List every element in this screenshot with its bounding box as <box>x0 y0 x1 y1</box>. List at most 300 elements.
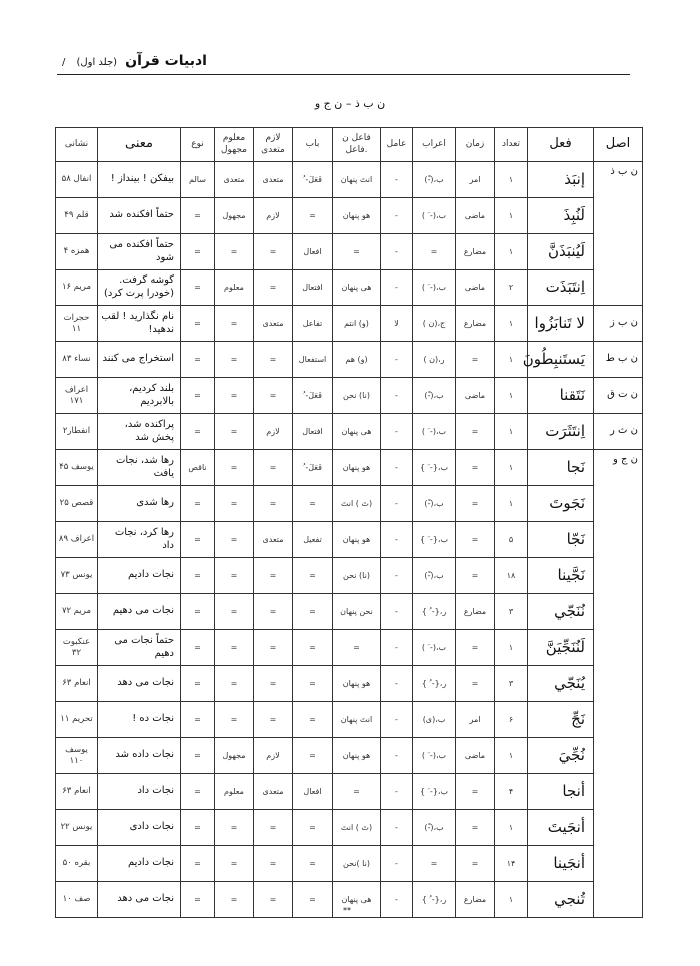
cell-amel: - <box>381 846 413 882</box>
cell-lazem: متعدی <box>254 306 293 342</box>
cell-malum: = <box>215 522 254 558</box>
cell-fel: اِنتَثَرَت <box>528 414 594 450</box>
cell-fael: (و) انتم <box>333 306 381 342</box>
cell-bab: افتعال <box>293 270 333 306</box>
cell-erab: ب،(- َ ) <box>413 198 456 234</box>
cell-mani: حتماً نجات می دهیم <box>98 630 181 666</box>
cell-bab: = <box>293 738 333 774</box>
cell-erab: ب،{- َ } <box>413 522 456 558</box>
cell-fel: اِنتَبَذَت <box>528 270 594 306</box>
cell-tedad: ۴ <box>495 774 528 810</box>
col-header-fael: فاعل ن .فاعل <box>333 128 381 162</box>
table-row <box>56 234 643 270</box>
table-row <box>56 378 643 414</box>
cell-fel: نَجا <box>528 450 594 486</box>
cell-malum: = <box>215 630 254 666</box>
footnote: ** <box>343 906 351 915</box>
cell-erab: ب،(-ْ) <box>413 810 456 846</box>
cell-lazem: = <box>254 846 293 882</box>
cell-fel: لَيُنبَذَنَّ <box>528 234 594 270</box>
cell-zaman: = <box>456 342 495 378</box>
cell-malum: معلوم <box>215 774 254 810</box>
cell-amel: - <box>381 630 413 666</box>
cell-bab: فَعَلَ- ُ <box>293 450 333 486</box>
table-row <box>56 810 643 846</box>
cell-zaman: مضارع <box>456 234 495 270</box>
table-row <box>56 558 643 594</box>
cell-neshani: نساء ۸۳ <box>56 342 98 378</box>
cell-asl: ن ث ر <box>594 414 643 450</box>
cell-erab: ب،(-ْ) <box>413 378 456 414</box>
cell-erab: ر،{- ُ } <box>413 666 456 702</box>
cell-malum: = <box>215 882 254 918</box>
volume-label: (جلد اول) <box>76 57 118 68</box>
cell-fel: أنجا <box>528 774 594 810</box>
cell-fael: هو پنهان <box>333 522 381 558</box>
cell-fel: نَجَوتَ <box>528 486 594 522</box>
cell-tedad: ۱ <box>495 738 528 774</box>
cell-fel: يَستَنبِطُونَ <box>528 342 594 378</box>
cell-fael: (تَ ) انتَ <box>333 486 381 522</box>
cell-now: = <box>181 234 215 270</box>
cell-tedad: ۱۸ <box>495 558 528 594</box>
cell-tedad: ۶ <box>495 702 528 738</box>
cell-erab: ب،(-ْ) <box>413 558 456 594</box>
cell-neshani: حجرات ۱۱ <box>56 306 98 342</box>
cell-amel: - <box>381 594 413 630</box>
cell-fael: هی پنهان <box>333 414 381 450</box>
cell-malum: = <box>215 414 254 450</box>
cell-neshani: بقره ۵۰ <box>56 846 98 882</box>
cell-mani: نام نگذارید ! لقب ندهید! <box>98 306 181 342</box>
cell-amel: - <box>381 234 413 270</box>
table-row <box>56 774 643 810</box>
cell-amel: - <box>381 666 413 702</box>
col-header-fel: فعل <box>528 128 594 162</box>
cell-tedad: ۱ <box>495 162 528 198</box>
cell-fel: لَنُبِذَ <box>528 198 594 234</box>
cell-zaman: = <box>456 666 495 702</box>
cell-neshani: مریم ۱۶ <box>56 270 98 306</box>
cell-fel: إنبَذ <box>528 162 594 198</box>
cell-now: = <box>181 666 215 702</box>
cell-malum: = <box>215 810 254 846</box>
cell-tedad: ۱۴ <box>495 846 528 882</box>
cell-amel: - <box>381 450 413 486</box>
cell-neshani: یونس ۲۲ <box>56 810 98 846</box>
cell-malum: = <box>215 594 254 630</box>
cell-now: ناقص <box>181 450 215 486</box>
cell-mani: پراکنده شد، پخش شد <box>98 414 181 450</box>
cell-mani: حتماً افکنده می شود <box>98 234 181 270</box>
cell-asl: ن ب ط <box>594 342 643 378</box>
cell-neshani: یوسف ۱۱۰ <box>56 738 98 774</box>
cell-amel: - <box>381 378 413 414</box>
cell-zaman: = <box>456 810 495 846</box>
cell-lazem: لازم <box>254 414 293 450</box>
cell-tedad: ۳ <box>495 666 528 702</box>
cell-fel: تُنجي <box>528 882 594 918</box>
cell-fel: أنجَيتَ <box>528 810 594 846</box>
cell-fael: هو پنهان <box>333 738 381 774</box>
col-header-bab: باب <box>293 128 333 162</box>
cell-mani: بلند کردیم، بالابردیم <box>98 378 181 414</box>
cell-tedad: ۱ <box>495 810 528 846</box>
cell-lazem: = <box>254 342 293 378</box>
table-row <box>56 666 643 702</box>
cell-fel: نَجَّينا <box>528 558 594 594</box>
cell-fael: هی پنهان <box>333 882 381 918</box>
cell-now: = <box>181 522 215 558</box>
cell-now: = <box>181 594 215 630</box>
cell-lazem: متعدی <box>254 162 293 198</box>
cell-now: = <box>181 810 215 846</box>
cell-neshani: مریم ۷۲ <box>56 594 98 630</box>
cell-bab: فَعَلَ- ُ <box>293 378 333 414</box>
col-header-erab: اعراب <box>413 128 456 162</box>
col-header-zaman: زمان <box>456 128 495 162</box>
table-row <box>56 630 643 666</box>
cell-now: = <box>181 414 215 450</box>
cell-fel: لا تَنابَزُوا <box>528 306 594 342</box>
cell-fael: = <box>333 234 381 270</box>
cell-fel: نُجِّيَ <box>528 738 594 774</box>
cell-amel: - <box>381 810 413 846</box>
table-row <box>56 738 643 774</box>
cell-neshani: اعراف ۸۹ <box>56 522 98 558</box>
cell-neshani: یوسف ۴۵ <box>56 450 98 486</box>
cell-lazem: لازم <box>254 738 293 774</box>
cell-bab: افتعال <box>293 414 333 450</box>
cell-malum: = <box>215 450 254 486</box>
cell-now: = <box>181 378 215 414</box>
cell-amel: - <box>381 522 413 558</box>
cell-erab: ب،(-ْ) <box>413 162 456 198</box>
cell-now: = <box>181 738 215 774</box>
cell-amel: - <box>381 342 413 378</box>
cell-mani: نجات دادی <box>98 810 181 846</box>
cell-erab: ب،(- َ ) <box>413 414 456 450</box>
cell-neshani: قصص ۲۵ <box>56 486 98 522</box>
cell-bab: = <box>293 846 333 882</box>
cell-malum: = <box>215 558 254 594</box>
cell-bab: = <box>293 630 333 666</box>
cell-bab: تفاعل <box>293 306 333 342</box>
cell-now: = <box>181 702 215 738</box>
cell-zaman: مضارع <box>456 594 495 630</box>
cell-zaman: ماضی <box>456 198 495 234</box>
cell-fael: (نا )نحن <box>333 846 381 882</box>
cell-neshani: انفال ۵۸ <box>56 162 98 198</box>
col-header-lazem: لازم متعدی <box>254 128 293 162</box>
cell-lazem: = <box>254 450 293 486</box>
cell-fael: هو پنهان <box>333 450 381 486</box>
cell-now: = <box>181 486 215 522</box>
cell-fel: نَتَقنا <box>528 378 594 414</box>
cell-bab: = <box>293 486 333 522</box>
table-row <box>56 702 643 738</box>
cell-amel: - <box>381 486 413 522</box>
cell-fael: (نا) نحن <box>333 378 381 414</box>
cell-zaman: ماضی <box>456 270 495 306</box>
cell-amel: - <box>381 270 413 306</box>
cell-tedad: ۱ <box>495 378 528 414</box>
cell-tedad: ۱ <box>495 198 528 234</box>
cell-mani: نجات می دهد <box>98 666 181 702</box>
cell-neshani: همزه ۴ <box>56 234 98 270</box>
cell-neshani: تحریم ۱۱ <box>56 702 98 738</box>
cell-tedad: ۱ <box>495 882 528 918</box>
cell-tedad: ۱ <box>495 486 528 522</box>
cell-mani: حتماً افکنده شد <box>98 198 181 234</box>
cell-lazem: = <box>254 702 293 738</box>
table-row <box>56 162 643 198</box>
cell-bab: = <box>293 702 333 738</box>
cell-mani: نجات می دهیم <box>98 594 181 630</box>
cell-bab: تفعیل <box>293 522 333 558</box>
cell-amel: - <box>381 198 413 234</box>
cell-neshani: اعراف ۱۷۱ <box>56 378 98 414</box>
cell-lazem: لازم <box>254 198 293 234</box>
cell-fael: انتَ پنهان <box>333 702 381 738</box>
cell-now: = <box>181 198 215 234</box>
cell-zaman: امر <box>456 702 495 738</box>
cell-malum: متعدی <box>215 162 254 198</box>
cell-bab: افعال <box>293 774 333 810</box>
cell-malum: معلوم <box>215 270 254 306</box>
cell-now: = <box>181 306 215 342</box>
cell-now: = <box>181 270 215 306</box>
cell-zaman: = <box>456 630 495 666</box>
cell-asl: ن ب ذ <box>594 162 643 306</box>
cell-now: = <box>181 630 215 666</box>
cell-lazem: = <box>254 378 293 414</box>
cell-lazem: = <box>254 270 293 306</box>
cell-amel: - <box>381 738 413 774</box>
cell-fel: يُنَجّي <box>528 666 594 702</box>
cell-zaman: مضارع <box>456 306 495 342</box>
cell-asl: ن ج و <box>594 450 643 918</box>
cell-amel: - <box>381 558 413 594</box>
section-title: ن ب ذ – ن ج و <box>314 97 386 110</box>
cell-malum: = <box>215 702 254 738</box>
cell-bab: = <box>293 666 333 702</box>
col-header-now: نوع <box>181 128 215 162</box>
cell-zaman: = <box>456 846 495 882</box>
verb-table <box>55 127 643 918</box>
cell-bab: = <box>293 558 333 594</box>
cell-fael: (و) هم <box>333 342 381 378</box>
cell-malum: = <box>215 234 254 270</box>
cell-fael: = <box>333 630 381 666</box>
cell-mani: نجات ده ! <box>98 702 181 738</box>
col-header-amel: عامل <box>381 128 413 162</box>
col-header-tedad: تعداد <box>495 128 528 162</box>
cell-erab: = <box>413 846 456 882</box>
cell-erab: = <box>413 234 456 270</box>
cell-fael: = <box>333 774 381 810</box>
cell-bab: استفعال <box>293 342 333 378</box>
cell-now: = <box>181 846 215 882</box>
cell-tedad: ۱ <box>495 414 528 450</box>
cell-zaman: = <box>456 774 495 810</box>
cell-tedad: ۱ <box>495 630 528 666</box>
cell-asl: ن ت ق <box>594 378 643 414</box>
cell-lazem: = <box>254 630 293 666</box>
cell-bab: = <box>293 810 333 846</box>
cell-tedad: ۱ <box>495 234 528 270</box>
table-row <box>56 342 643 378</box>
cell-neshani: انعام ۶۳ <box>56 774 98 810</box>
cell-erab: ب،(- َ ) <box>413 270 456 306</box>
cell-zaman: = <box>456 450 495 486</box>
cell-tedad: ۱ <box>495 342 528 378</box>
cell-lazem: متعدی <box>254 522 293 558</box>
cell-fel: أنجَينا <box>528 846 594 882</box>
cell-amel: - <box>381 882 413 918</box>
cell-mani: نجات داد <box>98 774 181 810</box>
table-row <box>56 198 643 234</box>
running-header <box>62 50 622 70</box>
cell-mani: گوشه گرفت. (خودرا پرت کرد) <box>98 270 181 306</box>
page-marker: / <box>62 57 66 68</box>
cell-amel: - <box>381 414 413 450</box>
cell-erab: ب،(- َ ) <box>413 630 456 666</box>
cell-neshani: انعام ۶۳ <box>56 666 98 702</box>
cell-zaman: ماضی <box>456 378 495 414</box>
cell-mani: رها کرد، نجات داد <box>98 522 181 558</box>
cell-bab: افعال <box>293 234 333 270</box>
cell-now: = <box>181 882 215 918</box>
cell-now: = <box>181 342 215 378</box>
header-rule <box>57 74 630 75</box>
cell-malum: = <box>215 846 254 882</box>
cell-lazem: متعدی <box>254 774 293 810</box>
cell-malum: مجهول <box>215 738 254 774</box>
cell-zaman: = <box>456 414 495 450</box>
cell-fael: انتَ پنهان <box>333 162 381 198</box>
cell-malum: = <box>215 306 254 342</box>
table-header-row <box>56 128 643 162</box>
col-header-mani: معنی <box>98 128 181 162</box>
cell-erab: ب،{- َ } <box>413 450 456 486</box>
cell-lazem: = <box>254 810 293 846</box>
cell-mani: نجات دادیم <box>98 558 181 594</box>
cell-tedad: ۵ <box>495 522 528 558</box>
book-title: ادبیات قرآن <box>125 53 207 69</box>
table-body <box>56 162 643 918</box>
cell-zaman: = <box>456 558 495 594</box>
cell-tedad: ۲ <box>495 270 528 306</box>
table-row <box>56 522 643 558</box>
col-header-asl: اصل <box>594 128 643 162</box>
cell-bab: فَعَلَ- ُ <box>293 162 333 198</box>
cell-erab: ب،(- َ ) <box>413 738 456 774</box>
cell-lazem: = <box>254 234 293 270</box>
cell-neshani: عنکبوت ۳۲ <box>56 630 98 666</box>
cell-fael: (تَ ) انتَ <box>333 810 381 846</box>
cell-mani: استخراج می کنند <box>98 342 181 378</box>
cell-erab: ر،{- ُ } <box>413 882 456 918</box>
cell-fael: هو پنهان <box>333 198 381 234</box>
cell-mani: بیفکن ! بینداز ! <box>98 162 181 198</box>
cell-fael: (نا) نحن <box>333 558 381 594</box>
cell-erab: ب،(ی) <box>413 702 456 738</box>
cell-tedad: ۱ <box>495 306 528 342</box>
cell-zaman: = <box>456 486 495 522</box>
cell-neshani: صف ۱۰ <box>56 882 98 918</box>
cell-now: سالم <box>181 162 215 198</box>
cell-tedad: ۱ <box>495 450 528 486</box>
cell-zaman: امر <box>456 162 495 198</box>
cell-neshani: قلم ۴۹ <box>56 198 98 234</box>
cell-mani: نجات داده شد <box>98 738 181 774</box>
cell-fel: نَجّا <box>528 522 594 558</box>
cell-malum: مجهول <box>215 198 254 234</box>
col-header-neshani: نشانی <box>56 128 98 162</box>
cell-zaman: مضارع <box>456 882 495 918</box>
cell-zaman: = <box>456 522 495 558</box>
cell-amel: لا <box>381 306 413 342</box>
table-row <box>56 450 643 486</box>
cell-fael: هی پنهان <box>333 270 381 306</box>
col-header-malum: معلوم مجهول <box>215 128 254 162</box>
table-row <box>56 306 643 342</box>
cell-tedad: ۳ <box>495 594 528 630</box>
cell-mani: نجات دادیم <box>98 846 181 882</box>
cell-now: = <box>181 774 215 810</box>
cell-asl: ن ب ز <box>594 306 643 342</box>
cell-fel: لَنُنَجِّيَنَّ <box>528 630 594 666</box>
cell-fel: نُنَجّي <box>528 594 594 630</box>
table-row <box>56 270 643 306</box>
cell-lazem: = <box>254 882 293 918</box>
cell-lazem: = <box>254 594 293 630</box>
cell-neshani: انفطار۲ <box>56 414 98 450</box>
cell-lazem: = <box>254 486 293 522</box>
cell-erab: ر،(ن ) <box>413 342 456 378</box>
cell-mani: نجات می دهد <box>98 882 181 918</box>
cell-neshani: یونس ۷۳ <box>56 558 98 594</box>
table-row <box>56 414 643 450</box>
cell-now: = <box>181 558 215 594</box>
cell-amel: - <box>381 774 413 810</box>
cell-erab: ب،{- َ } <box>413 774 456 810</box>
cell-lazem: = <box>254 666 293 702</box>
cell-mani: رها شد، نجات یافت <box>98 450 181 486</box>
cell-malum: = <box>215 342 254 378</box>
cell-amel: - <box>381 162 413 198</box>
cell-bab: = <box>293 594 333 630</box>
cell-amel: - <box>381 702 413 738</box>
cell-malum: = <box>215 486 254 522</box>
cell-erab: ب،(-ْ) <box>413 486 456 522</box>
cell-mani: رها شدی <box>98 486 181 522</box>
cell-malum: = <box>215 378 254 414</box>
cell-bab: = <box>293 198 333 234</box>
cell-malum: = <box>215 666 254 702</box>
cell-lazem: = <box>254 558 293 594</box>
cell-erab: ر،{- ُ } <box>413 594 456 630</box>
table-row <box>56 486 643 522</box>
cell-fael: هو پنهان <box>333 666 381 702</box>
cell-bab: = <box>293 882 333 918</box>
table-row <box>56 846 643 882</box>
cell-fael: نحن پنهان <box>333 594 381 630</box>
cell-zaman: ماضی <box>456 738 495 774</box>
cell-erab: ج،(ن ) <box>413 306 456 342</box>
table-row <box>56 594 643 630</box>
